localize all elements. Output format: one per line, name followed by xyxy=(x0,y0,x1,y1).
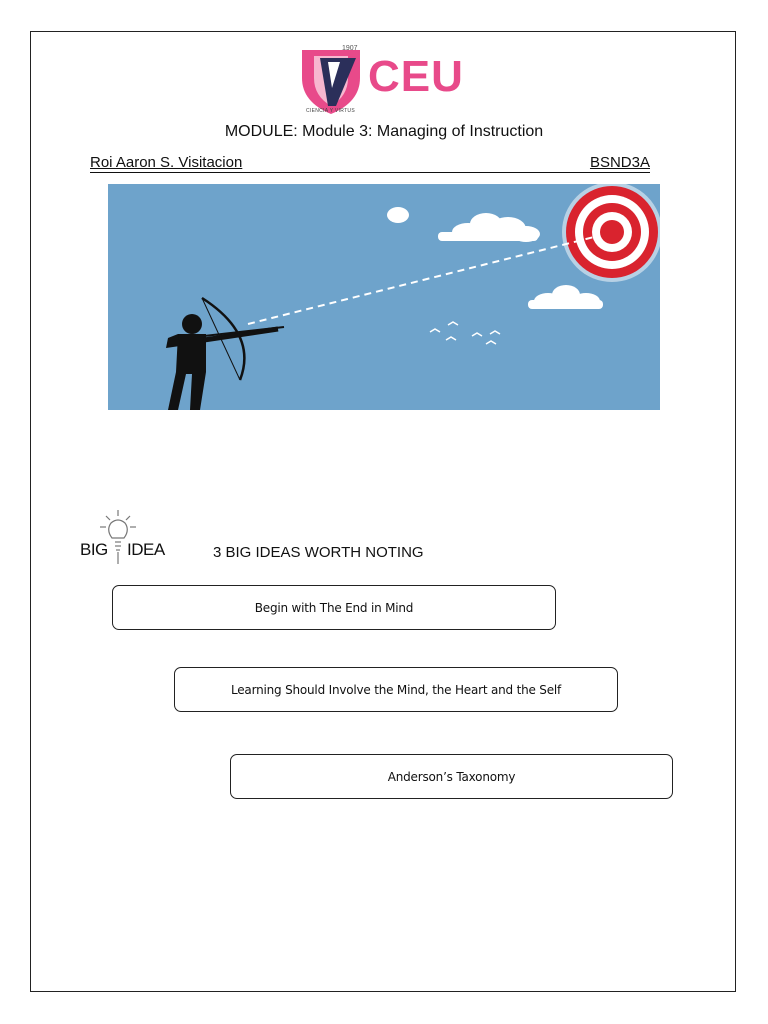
idea-label: IDEA xyxy=(127,540,165,559)
banner-image xyxy=(108,184,660,410)
archer-target-illustration xyxy=(108,184,660,410)
idea-text-2: Learning Should Involve the Mind, the Heart and the Self xyxy=(230,682,562,697)
idea-box-1 xyxy=(112,585,556,630)
module-title: MODULE: Module 3: Managing of Instruction xyxy=(224,123,544,140)
idea-box-3 xyxy=(230,754,673,799)
idea-text-3: Anderson’s Taxonomy xyxy=(387,769,516,784)
student-name: Roi Aaron S. Visitacion xyxy=(90,154,243,171)
idea-text-1: Begin with The End in Mind xyxy=(254,600,414,615)
logo-motto: CIENCIA Y VIRTUS xyxy=(306,108,355,114)
logo-text: CEU xyxy=(368,52,464,101)
section-code: BSND3A xyxy=(589,154,650,171)
logo-year: 1907 xyxy=(342,45,358,52)
idea-box-2 xyxy=(174,667,618,712)
section-heading: 3 BIG IDEAS WORTH NOTING xyxy=(213,544,424,561)
big-label: BIG xyxy=(80,540,108,559)
name-row xyxy=(90,154,650,173)
